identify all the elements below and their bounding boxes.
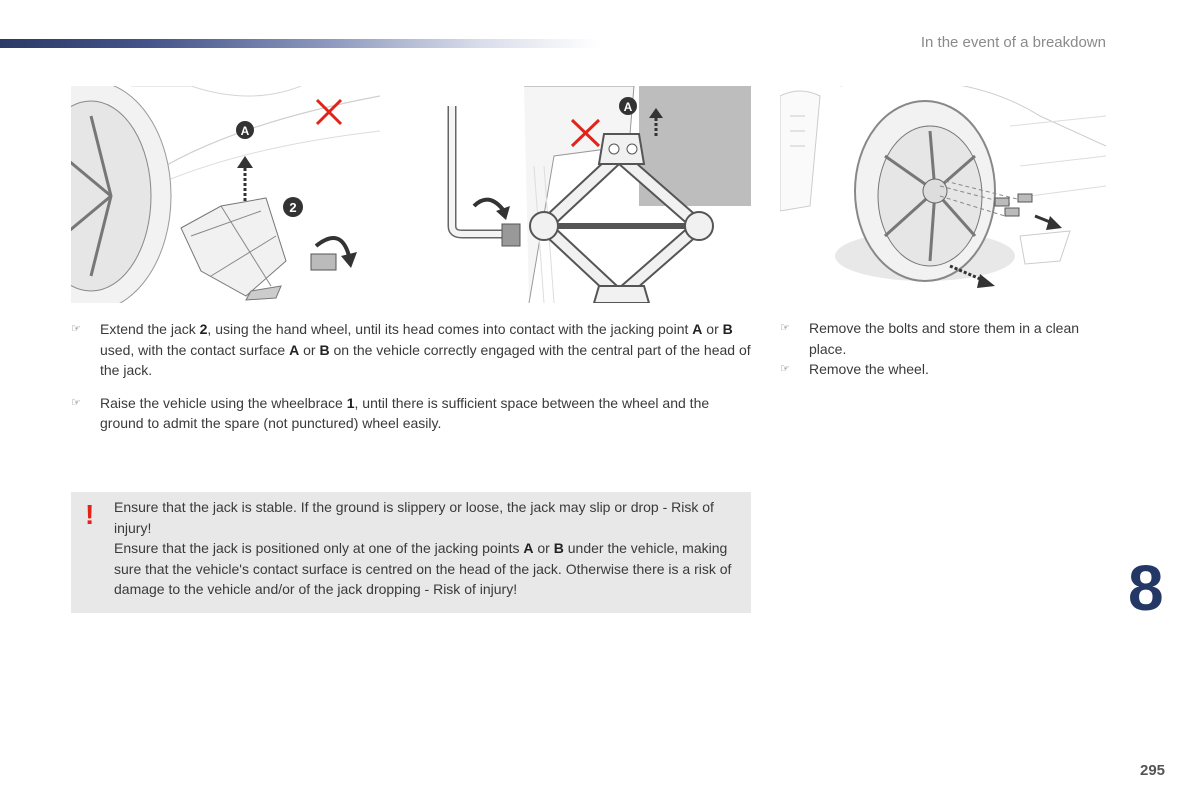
figure-wheel-removal bbox=[780, 86, 1106, 303]
bold-reference: 1 bbox=[346, 394, 355, 411]
bold-reference: A bbox=[289, 341, 300, 358]
wheel-icon bbox=[855, 101, 995, 281]
instruction-text bbox=[100, 321, 751, 378]
pointing-hand-icon: ☞ bbox=[780, 363, 790, 375]
svg-text:2: 2 bbox=[289, 200, 297, 215]
bold-reference: B bbox=[319, 341, 330, 358]
header-gradient-bar bbox=[0, 39, 600, 48]
text-run: under the vehicle, making sure that the vehicle's contact surface is centred on the head of the jack. Otherwise there is a risk of damage to the vehicle and/or of the jack dropping - Risk of injury! bbox=[114, 540, 732, 597]
text-run: Ensure that the jack is stable. If the ground is slippery or loose, the jack may slip or drop - Risk of injury! bbox=[114, 499, 714, 536]
instruction-list-left bbox=[71, 319, 751, 446]
text-run: used, with the contact surface bbox=[100, 341, 290, 358]
pointing-hand-icon: ☞ bbox=[71, 323, 81, 335]
warning-text bbox=[114, 497, 741, 600]
instruction-text: Remove the wheel. bbox=[809, 361, 929, 377]
bold-reference: B bbox=[553, 540, 564, 556]
svg-text:A: A bbox=[240, 124, 250, 138]
bold-reference: A bbox=[523, 540, 534, 556]
bold-reference: A bbox=[692, 321, 703, 337]
instruction-item bbox=[780, 318, 1106, 359]
warning-paragraph bbox=[114, 538, 741, 600]
instruction-text bbox=[100, 395, 709, 432]
warning-paragraph bbox=[114, 497, 741, 538]
pointing-hand-icon: ☞ bbox=[780, 322, 790, 334]
chapter-number: 8 bbox=[1128, 552, 1164, 624]
section-title: In the event of a breakdown bbox=[920, 34, 1106, 51]
text-run: or bbox=[533, 540, 554, 556]
instruction-item bbox=[71, 319, 751, 381]
text-run: Ensure that the jack is positioned only at one of the jacking points bbox=[114, 540, 524, 556]
instruction-list-right bbox=[780, 318, 1106, 380]
text-run: , using the hand wheel, until its head comes into contact with the jacking point bbox=[207, 321, 693, 337]
text-run: , until there is sufficient space between the wheel and the ground to admit the spare (not punctured) wheel easily. bbox=[100, 394, 710, 431]
text-run: Extend the jack bbox=[100, 321, 200, 337]
page-number: 295 bbox=[1140, 762, 1166, 779]
bold-reference: B bbox=[722, 321, 733, 337]
text-run: or bbox=[702, 321, 723, 337]
svg-text:A: A bbox=[623, 100, 633, 114]
text-run: Raise the vehicle using the wheelbrace bbox=[100, 394, 347, 411]
text-run: or bbox=[299, 341, 320, 358]
bold-reference: 2 bbox=[199, 321, 208, 337]
warning-exclamation-icon: ! bbox=[85, 499, 95, 530]
instruction-item bbox=[780, 359, 1106, 380]
figure-jack-under-sill bbox=[71, 86, 380, 303]
instruction-item bbox=[71, 393, 751, 434]
figure-jack-closeup bbox=[444, 86, 751, 303]
pointing-hand-icon: ☞ bbox=[71, 396, 81, 409]
text-run: on the vehicle correctly engaged with the central part of the head of the jack. bbox=[100, 341, 751, 378]
instruction-text: Remove the bolts and store them in a clean place. bbox=[809, 320, 1080, 357]
warning-box bbox=[71, 492, 751, 613]
